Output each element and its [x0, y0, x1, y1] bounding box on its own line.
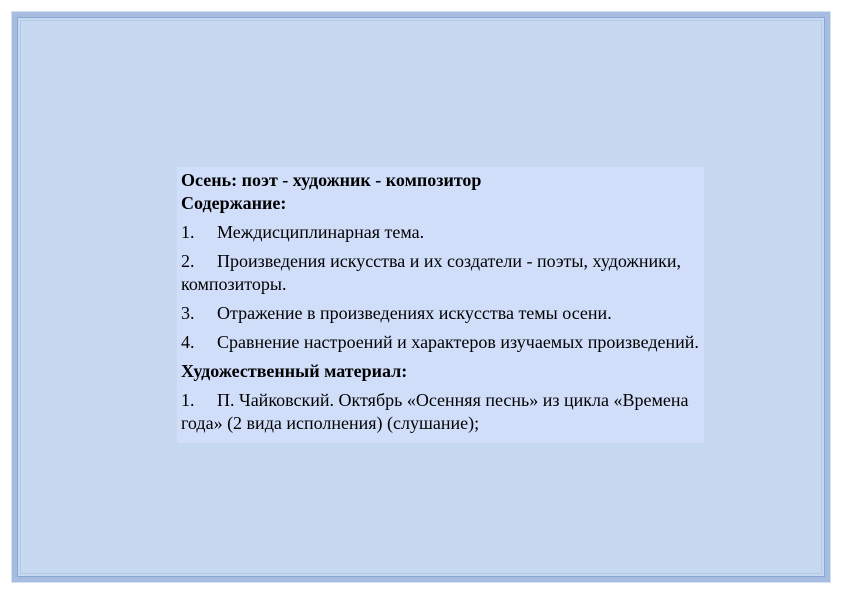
- item-number: 2.: [181, 251, 195, 271]
- material-item-1: [181, 389, 700, 435]
- item-number: 3.: [181, 303, 195, 323]
- item-number: 1.: [181, 222, 195, 242]
- material-heading: Художественный материал:: [181, 361, 408, 381]
- content-item-4: [181, 331, 700, 354]
- slide-title: Осень: поэт - художник - композитор: [181, 170, 482, 190]
- item-text: Отражение в произведениях искусства темы осени.: [217, 303, 612, 323]
- item-number: 4.: [181, 332, 195, 352]
- slide: [12, 12, 830, 582]
- item-number: 1.: [181, 390, 195, 410]
- item-text: Междисциплинарная тема.: [217, 222, 425, 242]
- content-heading: Содержание:: [181, 193, 287, 213]
- item-text: Произведения искусства и их создатели - поэты, художники, композиторы.: [181, 251, 681, 294]
- item-text: Сравнение настроений и характеров изучаемых произведений.: [217, 332, 699, 352]
- content-box: [177, 167, 704, 443]
- content-item-3: [181, 302, 700, 325]
- content-item-1: [181, 221, 700, 244]
- content-item-2: [181, 250, 700, 296]
- item-text: П. Чайковский. Октябрь «Осенняя песнь» из цикла «Времена года» (2 вида исполнения) (слушание);: [181, 390, 689, 433]
